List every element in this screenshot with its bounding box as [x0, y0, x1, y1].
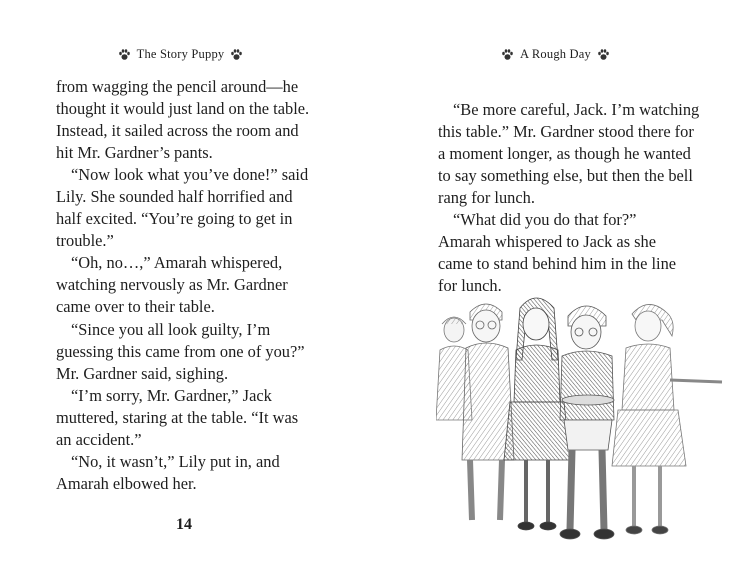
- body-text-left: [56, 76, 314, 495]
- text-line: came over to their table.: [56, 297, 215, 317]
- paw-print-icon: [501, 49, 514, 61]
- text-line: an accident.”: [56, 429, 142, 449]
- running-header-right: [369, 47, 742, 62]
- text-line: “Oh, no…,” Amarah whispered,: [71, 253, 283, 273]
- text-line: watching nervously as Mr. Gardner: [56, 275, 288, 295]
- text-line: Instead, it sailed across the room and: [56, 121, 299, 141]
- child-figure: [462, 304, 514, 520]
- text-line: Lily. She sounded half horrified and: [56, 187, 293, 207]
- text-line: Amarah elbowed her.: [56, 473, 197, 493]
- text-line: came to stand behind him in the line: [438, 254, 677, 274]
- text-line: “What did you do that for?”: [453, 210, 637, 230]
- text-line: a moment longer, as though he wanted: [438, 144, 691, 164]
- text-line: “Since you all look guilty, I’m: [71, 319, 271, 339]
- running-header-left: [0, 47, 367, 62]
- children-in-line-illustration: [436, 290, 736, 560]
- paw-print-icon: [118, 49, 131, 61]
- text-line: Amarah whispered to Jack as she: [438, 232, 657, 252]
- text-line: muttered, staring at the table. “It was: [56, 407, 299, 427]
- text-line: this table.” Mr. Gardner stood there for: [438, 122, 694, 142]
- running-header-title: The Story Puppy: [136, 47, 225, 61]
- text-line: rang for lunch.: [438, 188, 535, 208]
- text-line: thought it would just land on the table.: [56, 99, 310, 119]
- text-line: guessing this came from one of you?”: [56, 341, 305, 361]
- text-line: for lunch.: [438, 276, 502, 296]
- text-line: half excited. “You’re going to get in: [56, 209, 293, 229]
- text-line: “No, it wasn’t,” Lily put in, and: [71, 451, 280, 471]
- text-line: to say something else, but then the bell: [438, 166, 693, 186]
- paw-print-icon: [230, 49, 243, 61]
- body-text-right: [438, 99, 708, 297]
- text-line: “Be more careful, Jack. I’m watching: [453, 100, 700, 119]
- text-line: hit Mr. Gardner’s pants.: [56, 143, 213, 163]
- text-line: “Now look what you’ve done!” said: [71, 165, 309, 185]
- text-line: Mr. Gardner said, sighing.: [56, 363, 229, 383]
- right-page: [374, 0, 747, 576]
- page-number: 14: [176, 516, 192, 533]
- child-figure: [612, 304, 722, 534]
- running-header-title: A Rough Day: [520, 47, 591, 61]
- child-figure: [560, 306, 614, 539]
- text-line: trouble.”: [56, 231, 114, 251]
- left-page: [0, 0, 373, 576]
- text-line: from wagging the pencil around—he: [56, 77, 299, 96]
- paw-print-icon: [597, 49, 610, 61]
- text-line: “I’m sorry, Mr. Gardner,” Jack: [71, 385, 272, 405]
